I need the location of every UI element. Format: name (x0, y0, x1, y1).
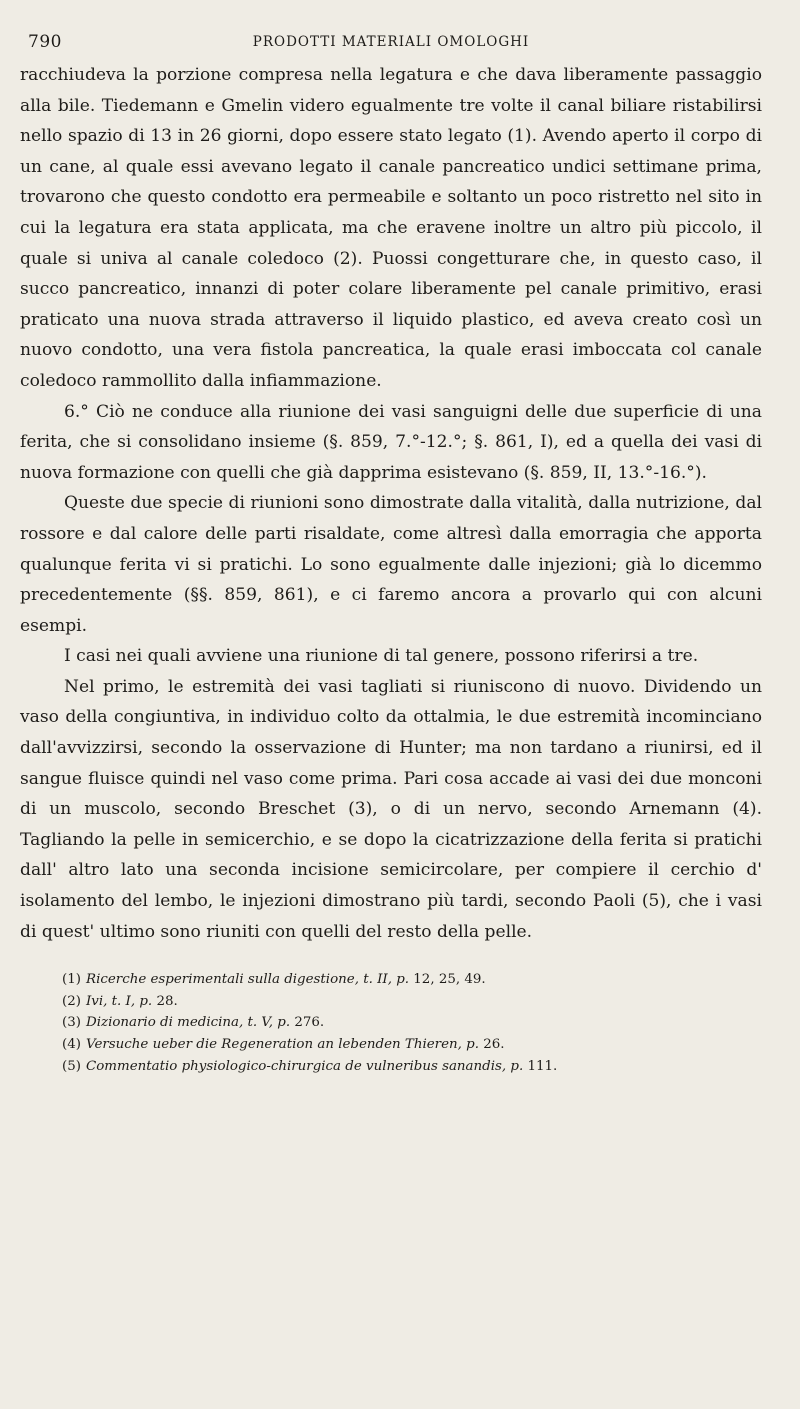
footnote-title: Ivi, t. I, p. (86, 993, 153, 1009)
footnote-2 (62, 991, 762, 1013)
footnote-5 (62, 1056, 762, 1078)
paragraph-first-case: Nel primo, le estremità dei vasi tagliati si riuniscono di nuovo. Dividendo un vaso della congiuntiva, in individuo colto da ottalmia, le due estremità incominciano dall'avvizzirsi, secondo la osservazione di Hunter; ma non tardano a riunirsi, ed il sangue fluisce quindi nel vaso come prima. Pari cosa accade ai vasi dei due monconi di un muscolo, secondo Breschet (3), o di un nervo, secondo Arnemann (4). Tagliando la pelle in semicerchio, e se dopo la cicatrizzazione della ferita si pratichi dall' altro lato una seconda incisione semicircolare, per compiere il cerchio d' isolamento del lembo, le injezioni dimostrano più tardi, secondo Paoli (5), che i vasi di quest' ultimo sono riuniti con quelli del resto della pelle. (20, 676, 762, 942)
paragraph-evidence: Queste due specie di riunioni sono dimostrate dalla vitalità, dalla nutrizione, dal rossore e dal calore delle parti risaldate, come altresì dalla emorragia che apporta qualunque ferita vi si pratichi. Lo sono egualmente dalle injezioni; già lo dicemmo precedentemente (§§. 859, 861), e ci faremo ancora a provarlo qui con alcuni esempi. (20, 493, 762, 636)
page-number: 790 (28, 32, 62, 52)
footnote-1 (62, 969, 762, 991)
footnote-title: Ricerche esperimentali sulla digestione, t. II, p. (86, 972, 410, 988)
footnote-ref: 28. (152, 993, 178, 1009)
paragraph-continued: racchiudeva la porzione compresa nella legatura e che dava liberamente passaggio alla bile. Tiedemann e Gmelin videro egualmente tre volte il canal biliare ristabilirsi nello spazio di 13 in 26 giorni, dopo essere stato legato (1). Avendo aperto il corpo di un cane, al quale essi avevano legato il canale pancreatico undici settimane prima, trovarono che questo condotto era permeabile e soltanto un poco ristretto nel sito in cui la legatura era stata applicata, ma che eravene inoltre un altro più piccolo, il quale si univa al canale coledoco (2). Puossi congetturare che, in questo caso, il succo pancreatico, innanzi di poter colare liberamente pel canale primitivo, erasi praticato una nuova strada attraverso il liquido plastico, ed aveva creato così un nuovo condotto, una vera fistola pancreatica, la quale erasi imboccata col canale coledoco rammollito dalla infiammazione. (20, 65, 762, 391)
paragraph-section-6: 6.° Ciò ne conduce alla riunione dei vasi sanguigni delle due superficie di una ferita, che si consolidano insieme (§. 859, 7.°-12.°; §. 861, I), ed a quella dei vasi di nuova formazione con quelli che già dapprima esistevano (§. 859, II, 13.°-16.°). (20, 401, 762, 483)
footnote-number: (1) (62, 972, 81, 988)
footnote-number: (2) (62, 993, 81, 1009)
paragraph-three-cases: I casi nei quali avviene una riunione di tal genere, possono riferirsi a tre. (64, 646, 699, 667)
footnote-4 (62, 1034, 762, 1056)
footnote-ref: 12, 25, 49. (409, 972, 486, 988)
footnote-3 (62, 1012, 762, 1034)
footnote-number: (4) (62, 1037, 81, 1052)
footnote-title: Commentatio physiologico-chirurgica de vulneribus sanandis, p. (86, 1058, 524, 1074)
footnote-ref: 26. (478, 1037, 505, 1052)
footnote-number: (5) (62, 1058, 81, 1074)
footnote-title: Dizionario di medicina, t. V, p. (86, 1015, 291, 1031)
body-text (20, 60, 762, 947)
footnotes (20, 969, 762, 1077)
footnote-ref: 111. (523, 1058, 558, 1074)
footnote-title: Versuche ueber die Regeneration an lebenden Thieren, p. (86, 1037, 479, 1052)
running-head (20, 30, 762, 60)
running-head-title: PRODOTTI MATERIALI OMOLOGHI (252, 34, 530, 50)
footnote-ref: 276. (290, 1015, 325, 1031)
footnote-number: (3) (62, 1015, 81, 1031)
